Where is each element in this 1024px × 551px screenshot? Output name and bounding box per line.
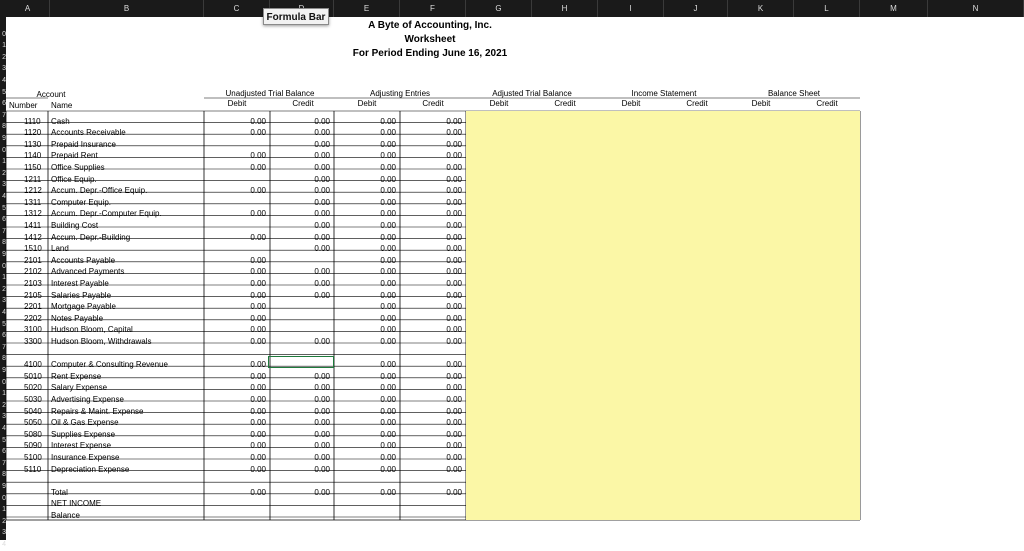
account-number: 1211 xyxy=(24,174,42,184)
row-number[interactable]: 1 xyxy=(2,274,6,282)
row-number[interactable]: 1 xyxy=(2,506,6,514)
account-name: Salaries Payable xyxy=(51,290,112,300)
account-name: Notes Payable xyxy=(51,313,104,323)
group-title-1: Adjusting Entries xyxy=(369,89,431,98)
row-number[interactable]: 1 xyxy=(2,158,6,166)
row-number[interactable]: 5 xyxy=(2,204,6,212)
unadjusted-credit-value: 0.00 xyxy=(314,174,330,184)
row-number[interactable]: 6 xyxy=(2,216,6,224)
adjusting-debit-value: 0.00 xyxy=(380,464,396,474)
adjusting-debit-value: 0.00 xyxy=(380,186,396,196)
adjusting-credit-value: 0.00 xyxy=(446,418,462,428)
unadjusted-debit-value: 0.00 xyxy=(250,383,266,393)
unadjusted-debit-value: 0.00 xyxy=(250,429,266,439)
account-name: Depreciation Expense xyxy=(51,464,130,474)
unadjusted-debit-value: 0.00 xyxy=(250,441,266,451)
unadjusted-debit-value: 0.00 xyxy=(250,128,266,138)
account-number: 5020 xyxy=(24,383,42,393)
adjusting-credit-value: 0.00 xyxy=(446,394,462,404)
unadjusted-credit-value: 0.00 xyxy=(314,278,330,288)
balance-label: Balance xyxy=(51,510,80,520)
unadjusted-credit-value: 0.00 xyxy=(314,464,330,474)
account-name: Insurance Expense xyxy=(51,452,120,462)
row-number[interactable]: 6 xyxy=(2,332,6,340)
total-unadjusted-credit: 0.00 xyxy=(314,487,330,497)
unadjusted-debit-value: 0.00 xyxy=(250,325,266,335)
adjusting-debit-value: 0.00 xyxy=(380,116,396,126)
adjusting-debit-value: 0.00 xyxy=(380,128,396,138)
adjusting-credit-value: 0.00 xyxy=(446,360,462,370)
account-number: 1150 xyxy=(24,162,42,172)
adjusting-debit-value: 0.00 xyxy=(380,452,396,462)
row-number[interactable]: 7 xyxy=(2,227,6,235)
unadjusted-debit-value: 0.00 xyxy=(250,255,266,265)
unadjusted-debit-value: 0.00 xyxy=(250,336,266,346)
adjusting-debit-value: 0.00 xyxy=(380,244,396,254)
number-header: Number xyxy=(9,101,38,110)
account-number: 1311 xyxy=(24,197,42,207)
account-name: Advertising Expense xyxy=(51,394,124,404)
account-name: Computer Equip. xyxy=(51,197,112,207)
account-name: Repairs & Maint. Expense xyxy=(51,406,144,416)
unadjusted-credit-value: 0.00 xyxy=(314,139,330,149)
account-number: 1110 xyxy=(24,116,41,126)
column-header-B[interactable]: B xyxy=(50,0,204,17)
adjusting-debit-value: 0.00 xyxy=(380,360,396,370)
row-number[interactable]: 0 xyxy=(2,146,6,154)
unadjusted-debit-value: 0.00 xyxy=(250,360,266,370)
total-adjusting-debit: 0.00 xyxy=(380,487,396,497)
column-header-H[interactable]: H xyxy=(532,0,598,17)
account-number: 2103 xyxy=(24,278,42,288)
unadjusted-credit-value: 0.00 xyxy=(314,371,330,381)
row-number[interactable]: 9 xyxy=(2,483,6,490)
unadjusted-credit-value: 0.00 xyxy=(314,441,330,451)
account-number: 2201 xyxy=(24,302,42,312)
account-name: Cash xyxy=(51,116,70,126)
adjusting-credit-value: 0.00 xyxy=(446,371,462,381)
adjusting-debit-value: 0.00 xyxy=(380,290,396,300)
adjusting-credit-value: 0.00 xyxy=(446,313,462,323)
account-name: Accum. Depr.-Building xyxy=(51,232,131,242)
group-debit-header-1: Debit xyxy=(357,99,377,108)
row-number[interactable]: 0 xyxy=(2,494,6,502)
group-credit-header-4: Credit xyxy=(816,99,838,108)
row-number[interactable]: 8 xyxy=(2,123,6,131)
adjusting-debit-value: 0.00 xyxy=(380,313,396,323)
adjusting-credit-value: 0.00 xyxy=(446,220,462,230)
column-header-L[interactable]: L xyxy=(794,0,860,17)
account-number: 3300 xyxy=(24,336,42,346)
adjusting-debit-value: 0.00 xyxy=(380,197,396,207)
unadjusted-credit-value: 0.00 xyxy=(314,418,330,428)
adjusting-debit-value: 0.00 xyxy=(380,441,396,451)
period-title: For Period Ending June 16, 2021 xyxy=(352,48,508,59)
total-label: Total xyxy=(51,487,68,497)
adjusting-credit-value: 0.00 xyxy=(446,209,462,219)
adjusting-credit-value: 0.00 xyxy=(446,255,462,265)
adjusting-credit-value: 0.00 xyxy=(446,464,462,474)
input-area-adjusted-debit[interactable] xyxy=(466,111,532,520)
unadjusted-credit-value: 0.00 xyxy=(314,232,330,242)
row-number[interactable]: 8 xyxy=(2,471,6,479)
account-name: Hudson Bloom, Capital xyxy=(51,325,133,335)
row-number[interactable]: 0 xyxy=(2,30,6,38)
adjusting-debit-value: 0.00 xyxy=(380,406,396,416)
unadjusted-credit-value: 0.00 xyxy=(314,128,330,138)
unadjusted-debit-value: 0.00 xyxy=(250,290,266,300)
adjusting-debit-value: 0.00 xyxy=(380,209,396,219)
adjusting-debit-value: 0.00 xyxy=(380,232,396,242)
adjusting-debit-value: 0.00 xyxy=(380,162,396,172)
unadjusted-debit-value: 0.00 xyxy=(250,464,266,474)
adjusting-debit-value: 0.00 xyxy=(380,220,396,230)
adjusting-debit-value: 0.00 xyxy=(380,429,396,439)
row-number[interactable]: 4 xyxy=(2,425,6,432)
adjusting-credit-value: 0.00 xyxy=(446,186,462,196)
row-number[interactable]: 8 xyxy=(2,239,6,247)
row-number[interactable]: 6 xyxy=(2,448,6,456)
unadjusted-credit-value: 0.00 xyxy=(314,429,330,439)
account-number: 5080 xyxy=(24,429,42,439)
adjusting-credit-value: 0.00 xyxy=(446,267,462,277)
adjusting-credit-value: 0.00 xyxy=(446,151,462,161)
group-title-0: Unadjusted Trial Balance xyxy=(225,89,315,98)
row-number[interactable]: 9 xyxy=(2,135,6,142)
worksheet-title: Worksheet xyxy=(404,34,456,45)
unadjusted-debit-value: 0.00 xyxy=(250,278,266,288)
account-number: 1510 xyxy=(24,244,42,254)
column-header-I[interactable]: I xyxy=(598,0,664,17)
account-number: 5110 xyxy=(24,464,42,474)
group-debit-header-4: Debit xyxy=(751,99,771,108)
unadjusted-debit-value: 0.00 xyxy=(250,186,266,196)
row-number[interactable]: 2 xyxy=(2,517,6,525)
group-debit-header-0: Debit xyxy=(227,99,247,108)
column-header-J[interactable]: J xyxy=(664,0,728,17)
row-number[interactable]: 2 xyxy=(2,53,6,61)
account-number: 1212 xyxy=(24,186,42,196)
account-name: Accounts Payable xyxy=(51,255,116,265)
adjusting-credit-value: 0.00 xyxy=(446,139,462,149)
adjusting-debit-value: 0.00 xyxy=(380,151,396,161)
adjusting-credit-value: 0.00 xyxy=(446,452,462,462)
account-name: Supplies Expense xyxy=(51,429,116,439)
account-number: 1411 xyxy=(24,220,42,230)
column-header-K[interactable]: K xyxy=(728,0,794,17)
adjusting-credit-value: 0.00 xyxy=(446,244,462,254)
unadjusted-debit-value: 0.00 xyxy=(250,452,266,462)
account-number: 4100 xyxy=(24,360,42,370)
adjusting-debit-value: 0.00 xyxy=(380,336,396,346)
account-number: 5100 xyxy=(24,452,42,462)
adjusting-credit-value: 0.00 xyxy=(446,302,462,312)
row-number[interactable]: 3 xyxy=(2,413,6,421)
unadjusted-debit-value: 0.00 xyxy=(250,313,266,323)
row-number[interactable]: 2 xyxy=(2,285,6,293)
adjusting-credit-value: 0.00 xyxy=(446,232,462,242)
adjusting-credit-value: 0.00 xyxy=(446,197,462,207)
unadjusted-credit-value: 0.00 xyxy=(314,452,330,462)
account-name: Interest Expense xyxy=(51,441,112,451)
account-name: Prepaid Insurance xyxy=(51,139,116,149)
adjusting-debit-value: 0.00 xyxy=(380,394,396,404)
column-header-G[interactable]: G xyxy=(466,0,532,17)
row-number[interactable]: 2 xyxy=(2,169,6,177)
account-number: 1412 xyxy=(24,232,42,242)
adjusting-credit-value: 0.00 xyxy=(446,406,462,416)
selected-cell[interactable] xyxy=(268,356,334,368)
group-debit-header-2: Debit xyxy=(489,99,509,108)
input-area-income-debit[interactable] xyxy=(598,111,664,520)
unadjusted-credit-value: 0.00 xyxy=(314,186,330,196)
account-name: Office Equip. xyxy=(51,174,97,184)
account-name: Oil & Gas Expense xyxy=(51,418,119,428)
adjusting-credit-value: 0.00 xyxy=(446,336,462,346)
account-number: 2101 xyxy=(24,255,42,265)
group-credit-header-0: Credit xyxy=(292,99,314,108)
row-number[interactable]: 4 xyxy=(2,193,6,200)
adjusting-debit-value: 0.00 xyxy=(380,371,396,381)
column-header-F[interactable]: F xyxy=(400,0,466,17)
account-number: 2202 xyxy=(24,313,42,323)
account-name: Rent Expense xyxy=(51,371,102,381)
adjusting-debit-value: 0.00 xyxy=(380,418,396,428)
column-header-E[interactable]: E xyxy=(334,0,400,17)
row-number[interactable]: 1 xyxy=(2,42,6,50)
unadjusted-credit-value: 0.00 xyxy=(314,151,330,161)
unadjusted-debit-value: 0.00 xyxy=(250,406,266,416)
account-name: Interest Payable xyxy=(51,278,109,288)
unadjusted-debit-value: 0.00 xyxy=(250,418,266,428)
adjusting-credit-value: 0.00 xyxy=(446,290,462,300)
account-name: Salary Expense xyxy=(51,383,108,393)
account-number: 5030 xyxy=(24,394,42,404)
account-name: Prepaid Rent xyxy=(51,151,98,161)
row-number[interactable]: 7 xyxy=(2,343,6,351)
group-credit-header-2: Credit xyxy=(554,99,576,108)
row-number[interactable]: 5 xyxy=(2,320,6,328)
account-number: 1120 xyxy=(24,128,42,138)
account-number: 1140 xyxy=(24,151,42,161)
row-number[interactable]: 0 xyxy=(2,262,6,270)
unadjusted-credit-value: 0.00 xyxy=(314,220,330,230)
group-title-2: Adjusted Trial Balance xyxy=(492,89,572,98)
account-name: Accounts Receivable xyxy=(51,128,126,138)
unadjusted-debit-value: 0.00 xyxy=(250,394,266,404)
row-number[interactable]: 3 xyxy=(2,297,6,305)
unadjusted-debit-value: 0.00 xyxy=(250,162,266,172)
row-number[interactable]: 4 xyxy=(2,541,6,548)
account-name: Accum. Depr.-Computer Equip. xyxy=(51,209,162,219)
row-number[interactable]: 1 xyxy=(2,390,6,398)
column-header-A[interactable]: A xyxy=(6,0,50,17)
unadjusted-debit-value: 0.00 xyxy=(250,371,266,381)
account-name: Computer & Consulting Revenue xyxy=(51,360,168,370)
total-adjusting-credit: 0.00 xyxy=(446,487,462,497)
unadjusted-debit-value: 0.00 xyxy=(250,267,266,277)
row-number[interactable]: 4 xyxy=(2,309,6,316)
adjusting-debit-value: 0.00 xyxy=(380,267,396,277)
adjusting-credit-value: 0.00 xyxy=(446,383,462,393)
row-number[interactable]: 6 xyxy=(2,100,6,108)
group-title-4: Balance Sheet xyxy=(767,89,821,98)
unadjusted-debit-value: 0.00 xyxy=(250,302,266,312)
unadjusted-debit-value: 0.00 xyxy=(250,232,266,242)
unadjusted-credit-value: 0.00 xyxy=(314,209,330,219)
adjusting-credit-value: 0.00 xyxy=(446,325,462,335)
column-header-M[interactable]: M xyxy=(860,0,928,17)
adjusting-credit-value: 0.00 xyxy=(446,441,462,451)
unadjusted-debit-value: 0.00 xyxy=(250,151,266,161)
name-header: Name xyxy=(51,101,73,110)
adjusting-credit-value: 0.00 xyxy=(446,116,462,126)
adjusting-debit-value: 0.00 xyxy=(380,278,396,288)
adjusting-credit-value: 0.00 xyxy=(446,429,462,439)
row-number[interactable]: 3 xyxy=(2,65,6,73)
unadjusted-credit-value: 0.00 xyxy=(314,383,330,393)
column-header-C[interactable]: C xyxy=(204,0,270,17)
row-number[interactable]: 5 xyxy=(2,436,6,444)
total-unadjusted-debit: 0.00 xyxy=(250,487,266,497)
group-credit-header-1: Credit xyxy=(422,99,444,108)
unadjusted-credit-value: 0.00 xyxy=(314,244,330,254)
unadjusted-debit-value: 0.00 xyxy=(250,116,266,126)
account-number: 2102 xyxy=(24,267,42,277)
row-number[interactable]: 3 xyxy=(2,529,6,537)
row-number[interactable]: 8 xyxy=(2,355,6,363)
adjusting-credit-value: 0.00 xyxy=(446,162,462,172)
adjusting-debit-value: 0.00 xyxy=(380,325,396,335)
account-name: Mortgage Payable xyxy=(51,302,116,312)
account-number: 1130 xyxy=(24,139,42,149)
row-number[interactable]: 7 xyxy=(2,459,6,467)
account-number: 5090 xyxy=(24,441,42,451)
input-area-adjusted-credit[interactable] xyxy=(532,111,598,520)
input-area-balance-debit[interactable] xyxy=(728,111,794,520)
adjusting-credit-value: 0.00 xyxy=(446,278,462,288)
unadjusted-credit-value: 0.00 xyxy=(314,116,330,126)
group-debit-header-3: Debit xyxy=(621,99,641,108)
adjusting-debit-value: 0.00 xyxy=(380,302,396,312)
row-number[interactable]: 0 xyxy=(2,378,6,386)
adjusting-debit-value: 0.00 xyxy=(380,139,396,149)
row-number[interactable]: 5 xyxy=(2,88,6,96)
company-title: A Byte of Accounting, Inc. xyxy=(368,20,492,31)
account-number: 3100 xyxy=(24,325,42,335)
unadjusted-credit-value: 0.00 xyxy=(314,406,330,416)
unadjusted-credit-value: 0.00 xyxy=(314,336,330,346)
net-income-label: NET INCOME xyxy=(51,499,102,509)
account-name: Advanced Payments xyxy=(51,267,125,277)
row-number[interactable]: 2 xyxy=(2,401,6,409)
unadjusted-debit-value: 0.00 xyxy=(250,209,266,219)
unadjusted-credit-value: 0.00 xyxy=(314,197,330,207)
account-name: Accum. Depr.-Office Equip. xyxy=(51,186,148,196)
row-number[interactable]: 9 xyxy=(2,251,6,258)
account-number: 5050 xyxy=(24,418,42,428)
formula-bar-tooltip: Formula Bar xyxy=(263,8,329,25)
account-number: 2105 xyxy=(24,290,42,300)
row-number[interactable]: 3 xyxy=(2,181,6,189)
unadjusted-credit-value: 0.00 xyxy=(314,267,330,277)
account-name: Building Cost xyxy=(51,220,99,230)
input-area-income-credit[interactable] xyxy=(664,111,728,520)
account-number: 1312 xyxy=(24,209,42,219)
input-area-balance-credit[interactable] xyxy=(794,111,860,520)
unadjusted-credit-value: 0.00 xyxy=(314,290,330,300)
unadjusted-credit-value: 0.00 xyxy=(314,394,330,404)
adjusting-debit-value: 0.00 xyxy=(380,174,396,184)
account-number: 5010 xyxy=(24,371,42,381)
unadjusted-credit-value: 0.00 xyxy=(314,162,330,172)
account-header: Account xyxy=(36,90,66,99)
group-title-3: Income Statement xyxy=(631,89,697,98)
account-number: 5040 xyxy=(24,406,42,416)
adjusting-credit-value: 0.00 xyxy=(446,128,462,138)
account-name: Hudson Bloom, Withdrawals xyxy=(51,336,152,346)
account-name: Land xyxy=(51,244,69,254)
account-name: Office Supplies xyxy=(51,162,105,172)
group-credit-header-3: Credit xyxy=(686,99,708,108)
column-header-N[interactable]: N xyxy=(928,0,1024,17)
adjusting-credit-value: 0.00 xyxy=(446,174,462,184)
row-number[interactable]: 7 xyxy=(2,111,6,119)
row-number[interactable]: 4 xyxy=(2,77,6,84)
adjusting-debit-value: 0.00 xyxy=(380,383,396,393)
adjusting-debit-value: 0.00 xyxy=(380,255,396,265)
row-number[interactable]: 9 xyxy=(2,367,6,374)
